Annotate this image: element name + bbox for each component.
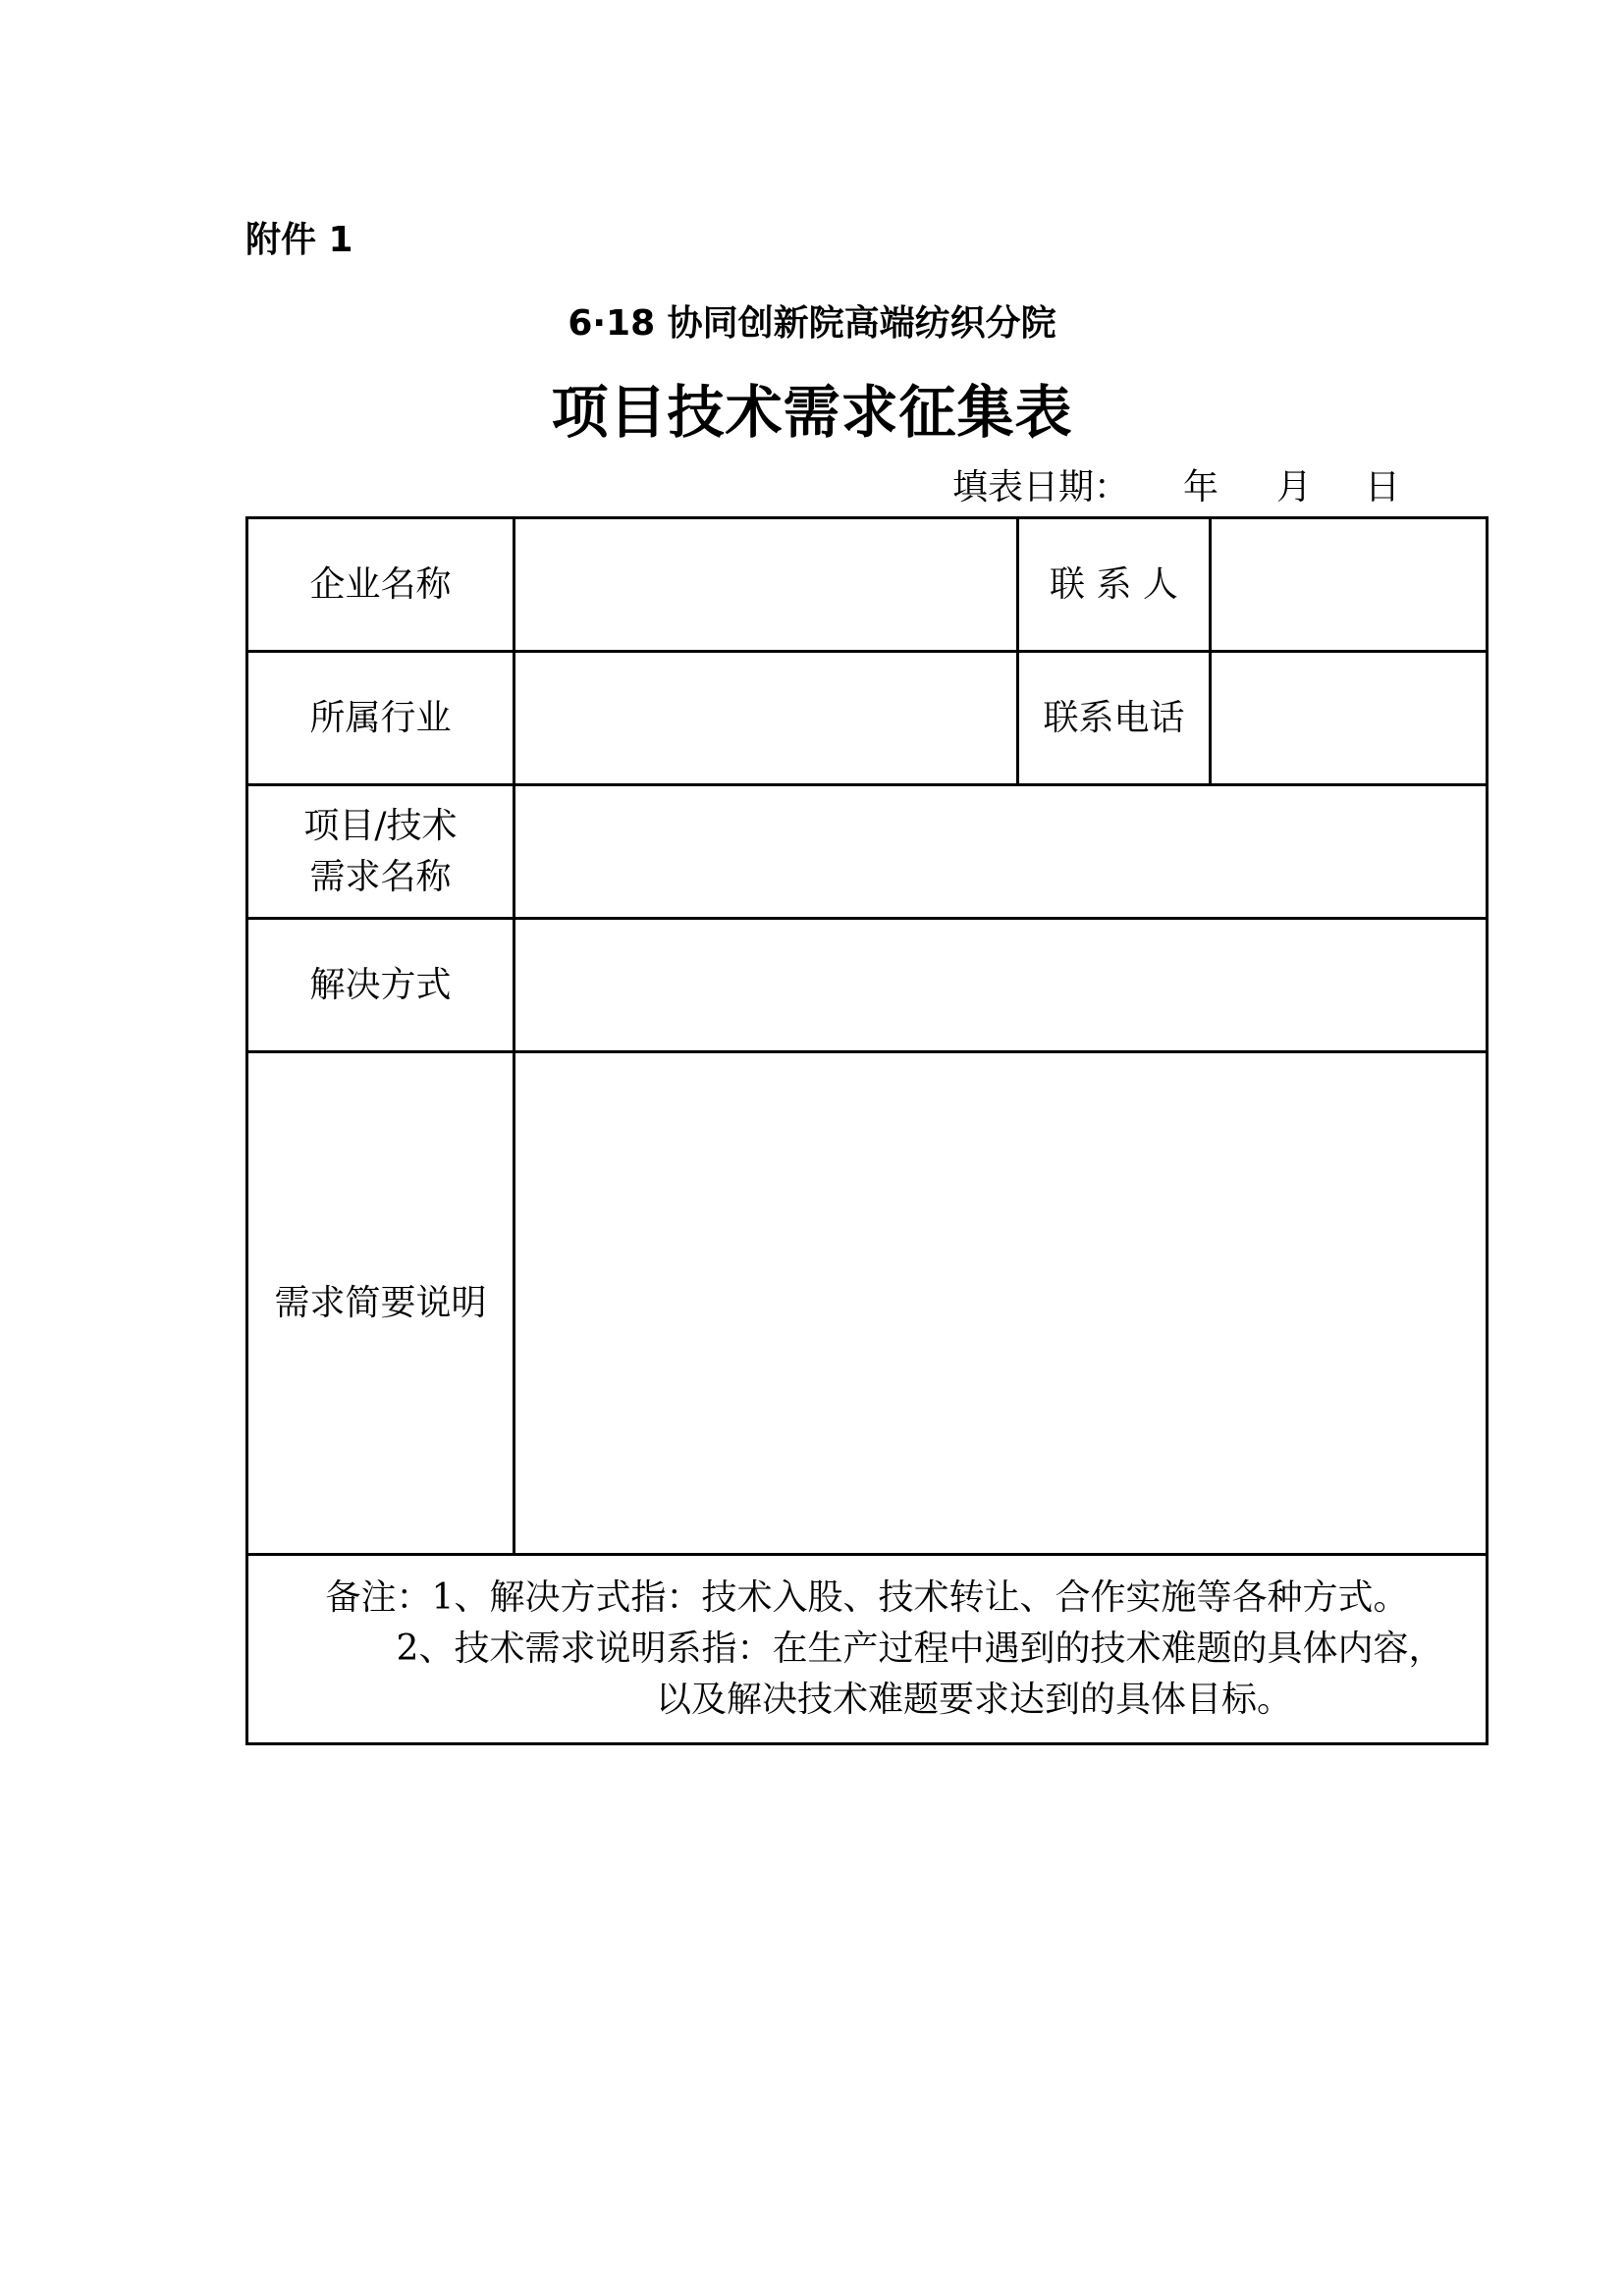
- description-field[interactable]: [514, 1052, 1488, 1555]
- solution-field[interactable]: [514, 919, 1488, 1052]
- contact-phone-label: 联系电话: [1018, 652, 1211, 785]
- table-row: [247, 1555, 1488, 1744]
- contact-person-field[interactable]: [1211, 518, 1488, 652]
- fill-date-day: 日: [1365, 467, 1401, 507]
- description-label: 需求简要说明: [247, 1052, 514, 1555]
- company-name-field[interactable]: [514, 518, 1018, 652]
- fill-date-label: 填表日期：: [952, 467, 1130, 507]
- table-row: [247, 785, 1488, 919]
- note-line-3: 以及解决技术难题要求达到的具体目标。: [655, 1680, 1292, 1720]
- table-row: [247, 1052, 1488, 1555]
- note-line-1: 备注：1、解决方式指：技术入股、技术转让、合作实施等各种方式。: [325, 1577, 1409, 1618]
- document-subtitle: 6·18 协同创新院高端纺织分院: [568, 303, 1056, 344]
- project-name-label-line1: 项目/技术: [303, 805, 458, 846]
- industry-label: 所属行业: [247, 652, 514, 785]
- project-name-label-line2: 需求名称: [309, 856, 452, 897]
- solution-label: 解决方式: [247, 919, 514, 1052]
- fill-date-month: 月: [1276, 467, 1313, 507]
- requirement-form-table: [245, 516, 1489, 1745]
- project-name-field[interactable]: [514, 785, 1488, 919]
- contact-person-label: 联 系 人: [1018, 518, 1211, 652]
- document-title: 项目技术需求征集表: [551, 379, 1073, 446]
- table-row: [247, 919, 1488, 1052]
- table-row: [247, 518, 1488, 652]
- contact-phone-field[interactable]: [1211, 652, 1488, 785]
- fill-date-year: 年: [1183, 467, 1219, 507]
- notes-cell: [247, 1555, 1488, 1744]
- attachment-label: 附件 1: [245, 220, 353, 260]
- industry-field[interactable]: [514, 652, 1018, 785]
- table-row: [247, 652, 1488, 785]
- company-name-label: 企业名称: [247, 518, 514, 652]
- project-name-label: [247, 785, 514, 919]
- note-line-2: 2、技术需求说明系指：在生产过程中遇到的技术难题的具体内容，: [396, 1629, 1444, 1669]
